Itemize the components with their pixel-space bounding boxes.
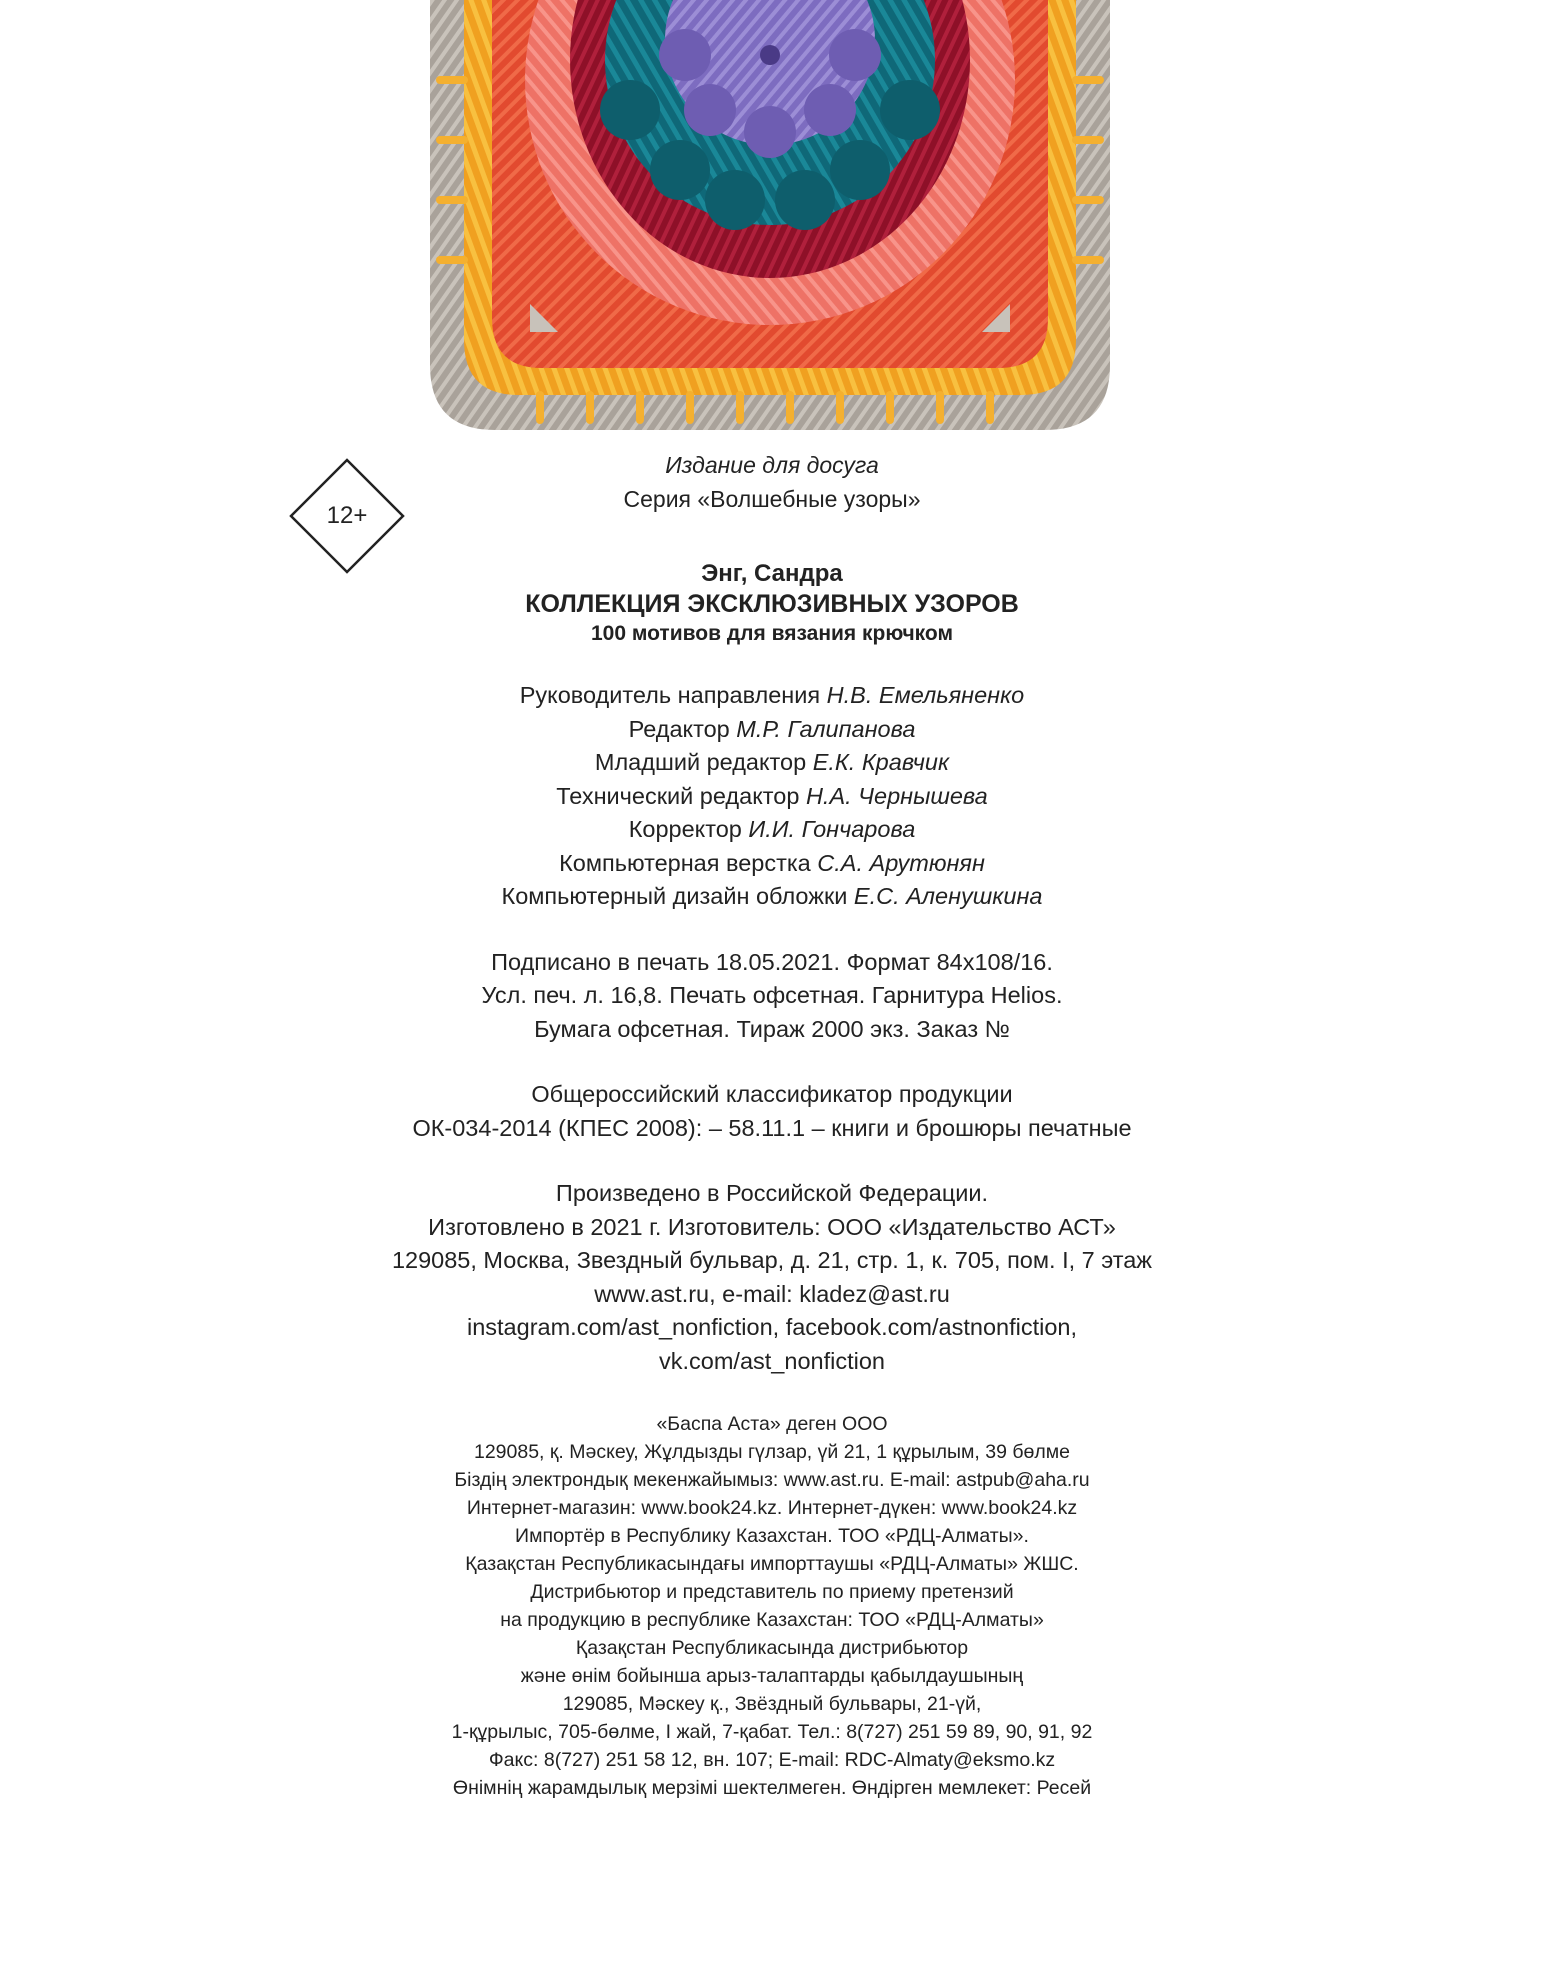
kz-info-line: Интернет-магазин: www.book24.kz. Интернет-дүкен: www.book24.kz	[466, 1497, 1078, 1519]
kz-info-line: және өнім бойынша арыз-талаптарды қабылдаушының	[520, 1665, 1024, 1687]
manufacturer-line: vk.com/ast_nonfiction	[659, 1347, 885, 1374]
print-info-line: Подписано в печать 18.05.2021. Формат 84x108/16.	[491, 948, 1053, 975]
series-name: Серия «Волшебные узоры»	[623, 486, 921, 512]
age-rating-text: 12+	[326, 502, 368, 529]
book-author: Энг, Сандра	[701, 560, 843, 587]
kz-info-line: Факс: 8(727) 251 58 12, вн. 107; E-mail: RDC-Almaty@eksmo.kz	[488, 1749, 1056, 1771]
book-title: КОЛЛЕКЦИЯ ЭКСКЛЮЗИВНЫХ УЗОРОВ	[525, 590, 1019, 618]
credit-line: Технический редактор Н.А. Чернышева	[556, 782, 988, 809]
credits-block	[0, 679, 1544, 914]
classifier-line: ОК-034-2014 (КПЕС 2008): – 58.11.1 – книги и брошюры печатные	[412, 1114, 1132, 1141]
print-info-block	[0, 946, 1544, 1047]
credit-line: Компьютерная верстка С.А. Арутюнян	[559, 849, 985, 876]
book-title-block	[0, 559, 1544, 649]
classifier-line: Общероссийский классификатор продукции	[531, 1081, 1013, 1107]
edition-type: Издание для досуга	[665, 452, 879, 478]
kz-info-line: Қазақстан Республикасындағы импорттаушы «РДЦ-Алматы» ЖШС.	[465, 1553, 1079, 1575]
kz-info-line: Қазақстан Республикасында дистрибьютор	[575, 1637, 969, 1659]
kz-info-line: Импортёр в Республику Казахстан. ТОО «РДЦ-Алматы».	[515, 1525, 1029, 1547]
kz-info-line: 1-құрылыс, 705-бөлме, I жай, 7-қабат. Тел.: 8(727) 251 59 89, 90, 91, 92	[451, 1721, 1093, 1743]
crochet-square-illustration	[430, 0, 1110, 440]
kz-info-line: на продукцию в республике Казахстан: ТОО «РДЦ-Алматы»	[500, 1609, 1044, 1631]
manufacturer-block	[0, 1177, 1544, 1378]
kz-info-line: Өнімнің жарамдылық мерзімі шектелмеген. Өндірген мемлекет: Ресей	[452, 1777, 1092, 1799]
series-block	[0, 448, 1544, 516]
credit-line: Руководитель направления Н.В. Емельяненко	[519, 682, 1025, 708]
kz-info-line: Дистрибьютор и представитель по приему претензий	[530, 1581, 1014, 1603]
kz-info-line: 129085, қ. Мәскеу, Жұлдызды гүлзар, үй 21, 1 құрылым, 39 бөлме	[473, 1441, 1071, 1463]
kazakhstan-info-block	[0, 1410, 1544, 1802]
credit-line: Редактор М.Р. Галипанова	[628, 715, 916, 742]
imprint-content	[0, 448, 1544, 1802]
classifier-block	[0, 1078, 1544, 1145]
credit-line: Компьютерный дизайн обложки Е.С. Аленушкина	[501, 883, 1043, 909]
print-info-line: Усл. печ. л. 16,8. Печать офсетная. Гарнитура Helios.	[481, 982, 1063, 1008]
manufacturer-line: Изготовлено в 2021 г. Изготовитель: ООО «Издательство АСТ»	[428, 1213, 1116, 1240]
manufacturer-line: www.ast.ru, e-mail: kladez@ast.ru	[594, 1280, 950, 1307]
credit-line: Младший редактор Е.К. Кравчик	[594, 749, 950, 775]
book-subtitle: 100 мотивов для вязания крючком	[591, 622, 953, 645]
credit-line: Корректор И.И. Гончарова	[628, 816, 916, 842]
kz-info-line: Біздің электрондық мекенжайымыз: www.ast.ru. E-mail: astpub@aha.ru	[454, 1469, 1090, 1491]
manufacturer-line: instagram.com/ast_nonfiction, facebook.com/astnonfiction,	[466, 1314, 1077, 1340]
crochet-square-svg	[430, 0, 1110, 440]
kz-info-line: «Баспа Аста» деген ООО	[656, 1413, 888, 1435]
manufacturer-line: 129085, Москва, Звездный бульвар, д. 21, стр. 1, к. 705, пом. I, 7 этаж	[391, 1247, 1153, 1273]
kz-info-line: 129085, Мәскеу қ., Звёздный бульвары, 21-үй,	[562, 1693, 982, 1715]
manufacturer-line: Произведено в Российской Федерации.	[555, 1180, 989, 1206]
print-info-line: Бумага офсетная. Тираж 2000 экз. Заказ №	[534, 1015, 1010, 1042]
